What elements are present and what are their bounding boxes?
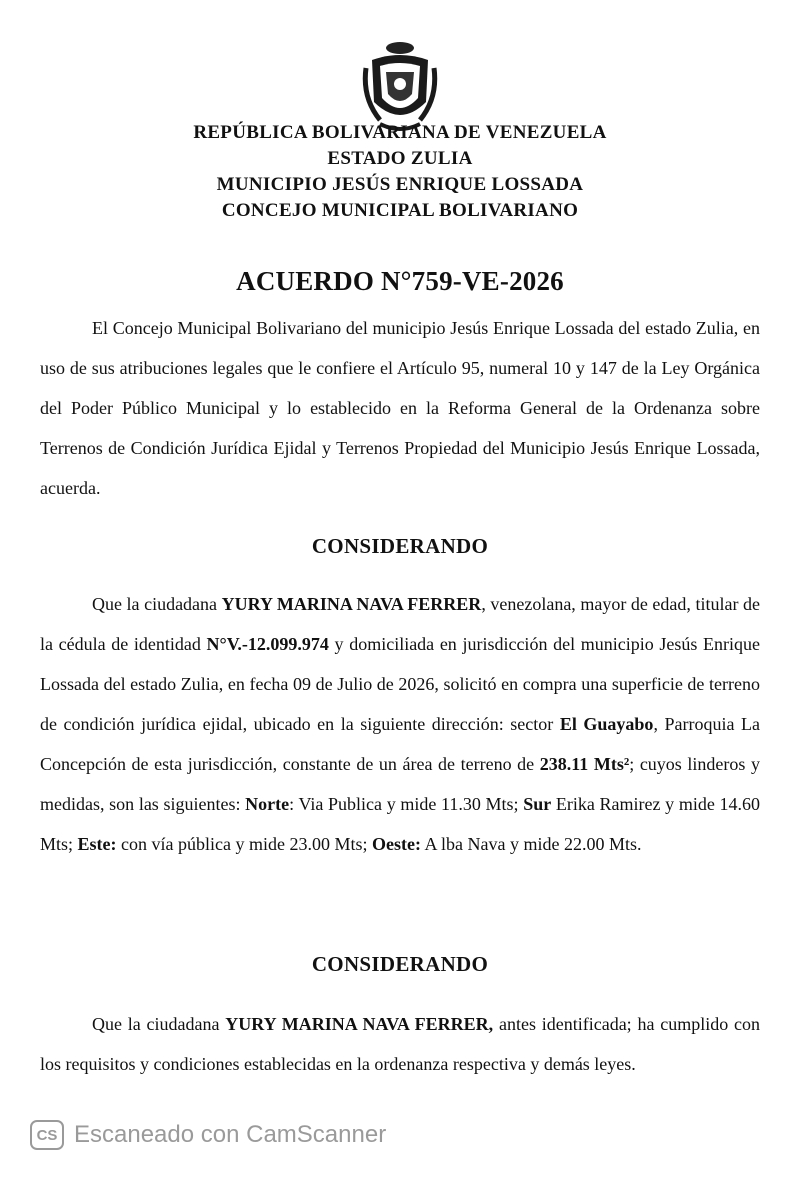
c2-text-2: antes identificada; ha cumplido con los requisitos y condiciones establecidas en la ordenanza respectiva y demás leyes. xyxy=(40,1014,760,1074)
considerando-paragraph-2 xyxy=(40,1004,760,1084)
watermark-text: Escaneado con CamScanner xyxy=(74,1121,387,1148)
camscanner-logo-icon: CS xyxy=(30,1120,64,1150)
c1-norte-text: : Via Publica y mide 11.30 Mts; xyxy=(289,794,524,814)
c1-text-2: , venezolana, mayor de edad, titular de la cédula de identidad xyxy=(40,594,760,654)
considerando-heading-1: CONSIDERANDO xyxy=(311,534,489,558)
heading-line-council: CONCEJO MUNICIPAL BOLIVARIANO xyxy=(221,200,579,221)
heading-line-municipality: MUNICIPIO JESÚS ENRIQUE LOSSADA xyxy=(216,174,584,195)
c1-text-4: , Parroquia La Concepción de esta jurisdicción, constante de un área de terreno de xyxy=(40,714,761,774)
considerando-paragraph-1 xyxy=(40,584,760,864)
intro-paragraph xyxy=(40,308,760,508)
considerando-heading-2: CONSIDERANDO xyxy=(311,952,489,976)
heading-line-republic: REPÚBLICA BOLIVARIANA DE VENEZUELA xyxy=(193,122,607,143)
c1-sector: El Guayabo xyxy=(559,714,654,734)
c1-oeste-label: Oeste: xyxy=(371,834,421,854)
c2-text-1: Que la ciudadana xyxy=(92,1014,226,1034)
c1-este-text: con vía pública y mide 23.00 Mts; xyxy=(116,834,372,854)
c1-cedula: N°V.-12.099.974 xyxy=(206,634,329,654)
c1-text-1: Que la ciudadana xyxy=(92,594,222,614)
c1-norte-label: Norte xyxy=(245,794,290,814)
c1-sur-label: Sur xyxy=(523,794,552,814)
c1-area: 238.11 Mts² xyxy=(539,754,630,774)
institution-heading xyxy=(0,120,800,224)
agreement-title: ACUERDO N°759-VE-2026 xyxy=(236,266,564,296)
c1-text-5: ; cuyos linderos y medidas, son las siguientes: xyxy=(40,754,760,814)
c1-citizen-name: YURY MARINA NAVA FERRER xyxy=(221,594,482,614)
intro-text: El Concejo Municipal Bolivariano del municipio Jesús Enrique Lossada del estado Zulia, en uso de sus atribuciones legales que le confiere el Artículo 95, numeral 10 y 147 de la Ley Orgánica del Poder Público Municipal y lo establecido en la Reforma General de la Ordenanza sobre Terrenos de Condición Jurídica Ejidal y Terrenos Propiedad del Municipio Jesús Enrique Lossada, acuerda. xyxy=(40,318,760,498)
c1-sur-text: Erika Ramirez y mide 14.60 Mts; xyxy=(40,794,760,854)
c1-text-3: y domiciliada en jurisdicción del municipio Jesús Enrique Lossada del estado Zulia, en fecha 09 de Julio de 2026, solicitó en compra una superficie de terreno de condición jurídica ejidal, ubicado en la siguiente dirección: sector xyxy=(40,634,760,734)
c1-este-label: Este: xyxy=(77,834,117,854)
c2-citizen-name: YURY MARINA NAVA FERRER, xyxy=(225,1014,494,1034)
camscanner-watermark xyxy=(30,1118,386,1152)
heading-line-state: ESTADO ZULIA xyxy=(327,148,473,169)
c1-oeste-text: A lba Nava y mide 22.00 Mts. xyxy=(420,834,642,854)
